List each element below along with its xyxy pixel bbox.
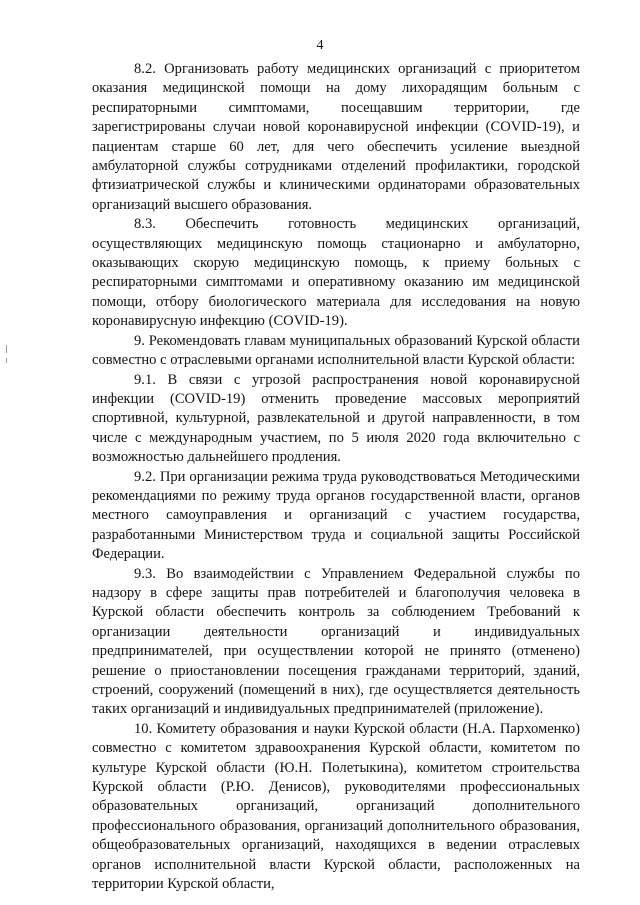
paragraph-9-3: 9.3. Во взаимодействии с Управлением Федеральной службы по надзору в сфере защиты прав потребителей и благополучия человека в Курской области обеспечить контроль за соблюдением Требований к организации деятельности организаций и индивидуальных предпринимателей, при осуществлении которой не принято (отменено) решение о приостановлении посещения гражданами территорий, зданий, строений, сооружений (помещений в них), где осуществляется деятельность таких организаций и индивидуальных предпринимателей (приложение).	[92, 565, 580, 718]
paragraph-8-2: 8.2. Организовать работу медицинских организаций с приоритетом оказания медицинской помощи на дому лихорадящим больным с респираторными симптомами, посещавшим территории, где зарегистрированы случаи новой коронавирусной инфекции (COVID-19), и пациентам старше 60 лет, для чего обеспечить усиление выездной амбулаторной службы сотрудниками отделений профилактики, городской фтизиатрической службы и клиническими ординаторами образовательных организаций высшего образования.	[92, 61, 580, 213]
document-body	[92, 60, 580, 894]
binding-margin-mark	[6, 345, 7, 353]
paragraph-10: 10. Комитету образования и науки Курской области (Н.А. Пархоменко) совместно с комитетом здравоохранения Курской области, комитетом по культуре Курской области (Ю.Н. Полетыкина), комитетом строительства Курской области (Р.Ю. Денисов), руководителями профессиональных образовательных организаций, организаций дополнительного профессионального образования, организаций дополнительного образования, общеобразовательных организаций, находящихся в ведении отраслевых органов исполнительной власти Курской области, расположенных на территории Курской области,	[92, 720, 580, 893]
paragraph-9-1: 9.1. В связи с угрозой распространения новой коронавирусной инфекции (COVID-19) отменить проведение массовых мероприятий спортивной, культурной, развлекательной и другой направленности, в том числе с международным участием, по 5 июля 2020 года включительно с возможностью дальнейшего продления.	[92, 371, 580, 466]
binding-margin-mark	[6, 358, 7, 363]
page-number: 4	[316, 38, 324, 53]
paragraph-9: 9. Рекомендовать главам муниципальных образований Курской области совместно с отраслевыми органами исполнительной власти Курской области:	[92, 332, 580, 369]
paragraph-8-3: 8.3. Обеспечить готовность медицинских организаций, осуществляющих медицинскую помощь стационарно и амбулаторно, оказывающих скорую медицинскую помощь, к приему больных с респираторными симптомами и оперативному оказанию им медицинской помощи, отбору биологического материала для исследования на новую коронавирусную инфекцию (COVID-19).	[92, 216, 580, 330]
paragraph-9-2: 9.2. При организации режима труда руководствоваться Методическими рекомендациями по режиму труда органов государственной власти, органов местного самоуправления и организаций с участием государства, разработанными Министерством труда и социальной защиты Российской Федерации.	[92, 468, 580, 563]
